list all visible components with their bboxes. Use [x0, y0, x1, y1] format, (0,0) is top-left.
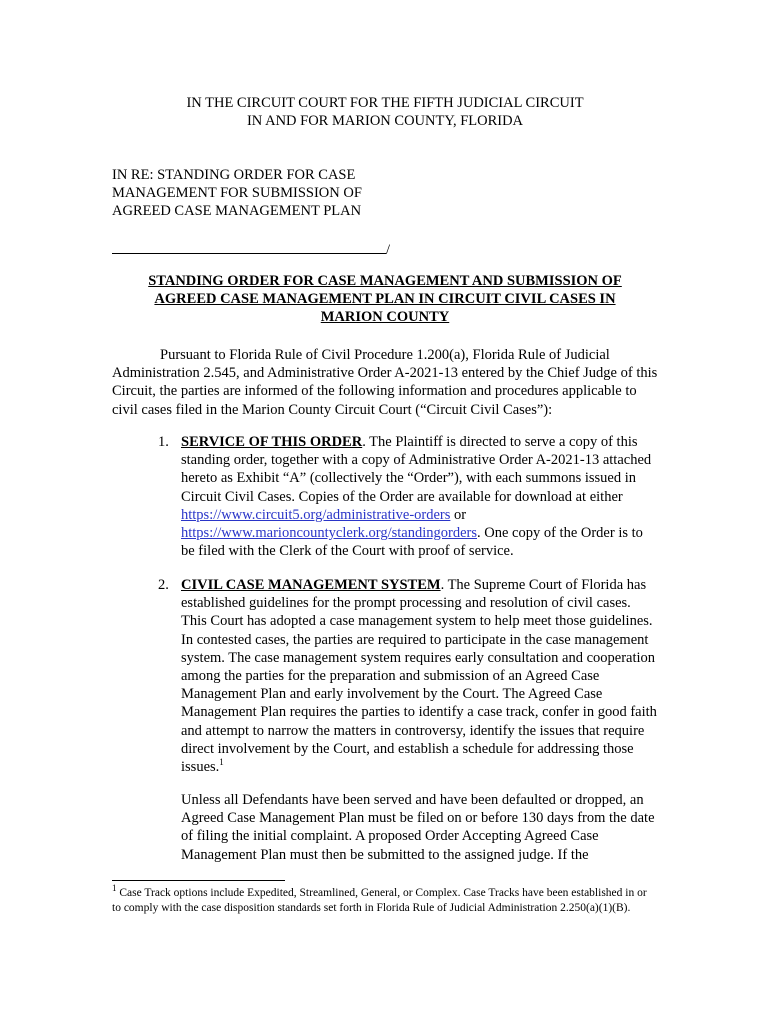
signature-slash: /: [386, 242, 391, 258]
court-line-2: IN AND FOR MARION COUNTY, FLORIDA: [246, 113, 524, 129]
item-text-b: or: [450, 506, 467, 523]
in-re-line-2: MANAGEMENT FOR SUBMISSION OF: [112, 185, 362, 201]
blank-rule: [112, 240, 386, 254]
item-text-c: . One copy of the Order is to be filed with the Clerk of the Court with proof of service.: [181, 525, 643, 560]
item-case-management-system: [158, 576, 658, 776]
footnote-marker: 1: [112, 883, 117, 894]
court-caption: [0, 94, 770, 130]
item-number: 1.: [158, 434, 169, 450]
title-line-1: STANDING ORDER FOR CASE MANAGEMENT AND SUBMISSION OF: [148, 273, 622, 289]
intro-text: Pursuant to Florida Rule of Civil Procedure 1.200(a), Florida Rule of Judicial Administration 2.545, and Administrative Order A-2021-13 entered by the Chief Judge of this Circuit, the parties are informed of the following information and procedures applicable to civil cases filed in the Marion County Circuit Court (“Circuit Civil Cases”):: [112, 347, 658, 418]
title-line-3: MARION COUNTY: [320, 309, 450, 325]
in-re-line-3: AGREED CASE MANAGEMENT PLAN: [112, 203, 362, 219]
footnote-text: Case Track options include Expedited, Streamlined, General, or Complex. Case Tracks have been established in or to comply with the case disposition standards set forth in Florida Rule of Judicial Administration 2.250(a)(1)(B).: [112, 887, 647, 915]
signature-line: [112, 240, 390, 259]
circuit5-link[interactable]: https://www.circuit5.org/administrative-orders: [181, 506, 451, 523]
item2-paragraph-2: Unless all Defendants have been served and have been defaulted or dropped, an Agreed Case Management Plan must be filed on or before 130 days from the date of filing the initial complaint. A proposed Order Accepting Agreed Case Management Plan must then be submitted to the assigned judge. If the: [181, 792, 655, 863]
footnote-divider: [112, 880, 285, 881]
footnote-reference[interactable]: 1: [219, 757, 224, 768]
item-heading: CIVIL CASE MANAGEMENT SYSTEM: [181, 577, 441, 593]
item-service-of-order: [158, 433, 658, 560]
title-line-2: AGREED CASE MANAGEMENT PLAN IN CIRCUIT CIVIL CASES IN: [154, 291, 616, 307]
order-title: [120, 272, 650, 326]
footnote: [112, 883, 652, 917]
item-text-a: . The Plaintiff is directed to serve a copy of this standing order, together with a copy of Administrative Order A-2021-13 attached hereto as Exhibit “A” (collectively the “Order”), with each summons issued in Circuit Civil Cases. Copies of the Order are available for download at either: [181, 434, 652, 505]
item-number: 2.: [158, 577, 169, 593]
marion-clerk-link[interactable]: https://www.marioncountyclerk.org/standingorders: [181, 525, 477, 542]
item-heading: SERVICE OF THIS ORDER: [181, 434, 363, 450]
in-re-block: [112, 166, 532, 220]
intro-paragraph: [112, 346, 660, 419]
in-re-line-1: IN RE: STANDING ORDER FOR CASE: [112, 167, 356, 183]
item-text-a: . The Supreme Court of Florida has established guidelines for the prompt processing and resolution of civil cases. This Court has adopted a case management system to help meet those guidelines. In contested cases, the parties are required to participate in the case management system. The case management system requires early consultation and cooperation among the parties for the preparation and submission of an Agreed Case Management Plan and early involvement by the Court. The Agreed Case Management Plan requires the parties to identify a case track, confer in good faith and attempt to narrow the matters in controversy, identify the issues that require direct involvement by the Court, and establish a schedule for addressing those issues.: [181, 577, 657, 776]
court-line-1: IN THE CIRCUIT COURT FOR THE FIFTH JUDICIAL CIRCUIT: [186, 95, 584, 111]
